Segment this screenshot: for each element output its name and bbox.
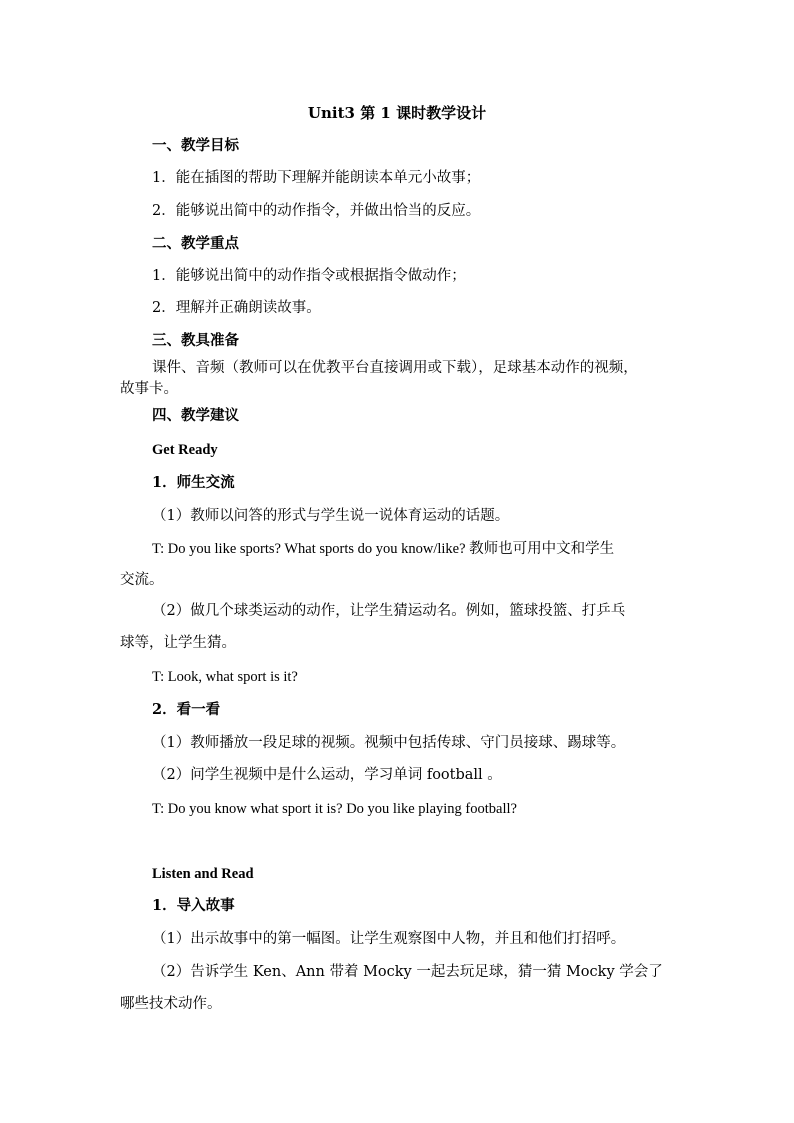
- section-heading-suggestions: 四、教学建议: [152, 407, 239, 424]
- intro-story-item-2-line1: （2）告诉学生 Ken、Ann 带着 Mocky 一起去玩足球，猜一猜 Mocky 学会了: [152, 964, 663, 980]
- key-point-item-2: 2．理解并正确朗读故事。: [152, 300, 321, 316]
- exchange-item-1: （1）教师以问答的形式与学生说一说体育运动的话题。: [152, 508, 510, 524]
- part-heading-intro-story: 1．导入故事: [152, 897, 235, 914]
- section-heading-objectives: 一、教学目标: [152, 137, 239, 154]
- intro-story-item-2-line2: 哪些技术动作。: [120, 996, 222, 1012]
- key-point-item-1: 1．能够说出简中的动作指令或根据指令做动作；: [152, 268, 466, 284]
- exchange-dialog-2: T: Look, what sport is it?: [152, 669, 298, 685]
- look-item-2: （2）问学生视频中是什么运动，学习单词 football 。: [152, 767, 502, 783]
- exchange-dialog-1-line2: 交流。: [120, 572, 164, 588]
- exchange-item-2-line2: 球等，让学生猜。: [120, 635, 236, 651]
- objective-item-2: 2．能够说出简中的动作指令，并做出恰当的反应。: [152, 203, 481, 219]
- section-heading-materials: 三、教具准备: [152, 332, 239, 349]
- exchange-dialog-1-line1: T: Do you like sports? What sports do you know/like? 教师也可用中文和学生: [152, 541, 615, 557]
- objective-item-1: 1．能在插图的帮助下理解并能朗读本单元小故事；: [152, 170, 481, 186]
- look-item-1: （1）教师播放一段足球的视频。视频中包括传球、守门员接球、踢球等。: [152, 735, 626, 751]
- part-heading-look: 2．看一看: [152, 701, 221, 718]
- document-title: Unit3 第 1 课时教学设计: [307, 104, 487, 122]
- subheading-listen-and-read: Listen and Read: [152, 866, 254, 882]
- materials-text-line2: 故事卡。: [120, 381, 178, 397]
- look-dialog: T: Do you know what sport it is? Do you like playing football?: [152, 801, 517, 817]
- exchange-item-2-line1: （2）做几个球类运动的动作，让学生猜运动名。例如，篮球投篮、打乒乓: [152, 603, 626, 619]
- materials-text-line1: 课件、音频（教师可以在优教平台直接调用或下载），足球基本动作的视频，: [152, 360, 638, 376]
- part-heading-exchange: 1．师生交流: [152, 474, 235, 491]
- intro-story-item-1: （1）出示故事中的第一幅图。让学生观察图中人物，并且和他们打招呼。: [152, 931, 626, 947]
- subheading-get-ready: Get Ready: [152, 442, 218, 458]
- section-heading-key-points: 二、教学重点: [152, 235, 239, 252]
